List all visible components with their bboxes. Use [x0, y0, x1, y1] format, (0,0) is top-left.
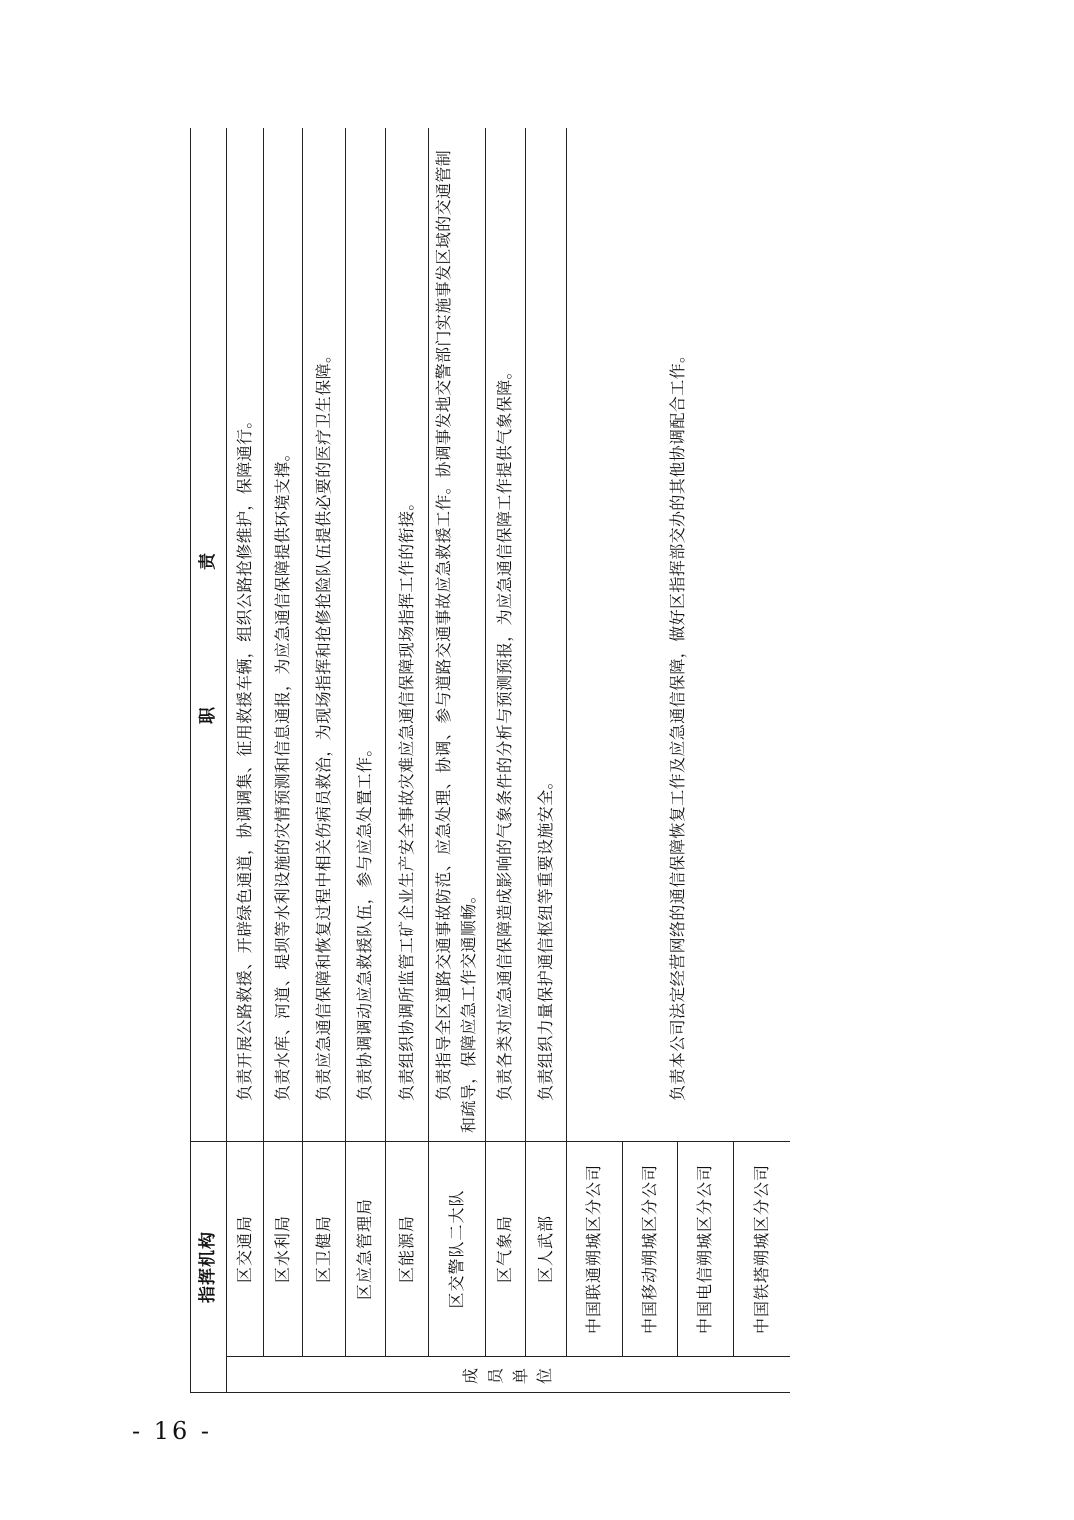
- duty-text: 负责指导全区道路交通事故防范、应急处理、协调、参与道路交通事故应急救援工作。协调事发地交警部门实施事发区域的交通管制和疏导，保障应急工作交通顺畅。: [429, 128, 486, 1142]
- org-name: 区交通局: [227, 1142, 264, 1357]
- table-row: [264, 128, 303, 1393]
- table-row: [346, 128, 386, 1393]
- duty-text: 负责协调调动应急救援队伍，参与应急处置工作。: [346, 128, 386, 1142]
- org-name: 区人武部: [526, 1142, 567, 1357]
- org-name: 区卫健局: [303, 1142, 346, 1357]
- table-row: [486, 128, 526, 1393]
- org-name: 区水利局: [264, 1142, 303, 1357]
- duty-text: 负责各类对应急通信保障造成影响的气象条件的分析与预测预报，为应急通信保障工作提供气象保障。: [486, 128, 526, 1142]
- table-row: [303, 128, 346, 1393]
- org-name: 区气象局: [486, 1142, 526, 1357]
- org-name: 区应急管理局: [346, 1142, 386, 1357]
- duty-text: 负责应急通信保障和恢复过程中相关伤病员救治，为现场指挥和抢修抢险队伍提供必要的医疗卫生保障。: [303, 128, 346, 1142]
- table-row: [386, 128, 429, 1393]
- org-name: 中国移动朔城区分公司: [623, 1142, 678, 1357]
- duty-text: 负责水库、河道、堤坝等水利设施的灾情预测和信息通报，为应急通信保障提供环境支撑。: [264, 128, 303, 1142]
- org-name: 区交警队二大队: [429, 1142, 486, 1357]
- org-name: 区能源局: [386, 1142, 429, 1357]
- duty-table: [190, 128, 790, 1393]
- duty-text: 负责组织协调所监管工矿企业生产安全事故灾难应急通信保障现场指挥工作的衔接。: [386, 128, 429, 1142]
- duty-text: 负责开展公路救援、开辟绿色通道，协调调集、征用救援车辆，组织公路抢修维护，保障通行。: [227, 128, 264, 1142]
- org-name: 中国铁塔朔城区分公司: [734, 1142, 791, 1357]
- table-row: [567, 128, 623, 1393]
- table-row: [526, 128, 567, 1393]
- org-name: 中国电信朔城区分公司: [678, 1142, 734, 1357]
- org-name: 中国联通朔城区分公司: [567, 1142, 623, 1357]
- page-number: - 16 -: [132, 1417, 213, 1445]
- table-header-row: [191, 128, 227, 1393]
- header-org: 指挥机构: [191, 1142, 227, 1393]
- rotated-table-container: [190, 128, 790, 1393]
- group-label-member-units: 成员单位: [227, 1357, 791, 1393]
- telecom-duty-text: 负责本公司法定经营网络的通信保障恢复工作及应急通信保障，做好区指挥部交办的其他协调配合工作。: [567, 128, 791, 1142]
- duty-text: 负责组织力量保护通信枢纽等重要设施安全。: [526, 128, 567, 1142]
- table-row: [227, 128, 264, 1393]
- header-duty: 职 责: [191, 128, 227, 1142]
- table-row: [429, 128, 486, 1393]
